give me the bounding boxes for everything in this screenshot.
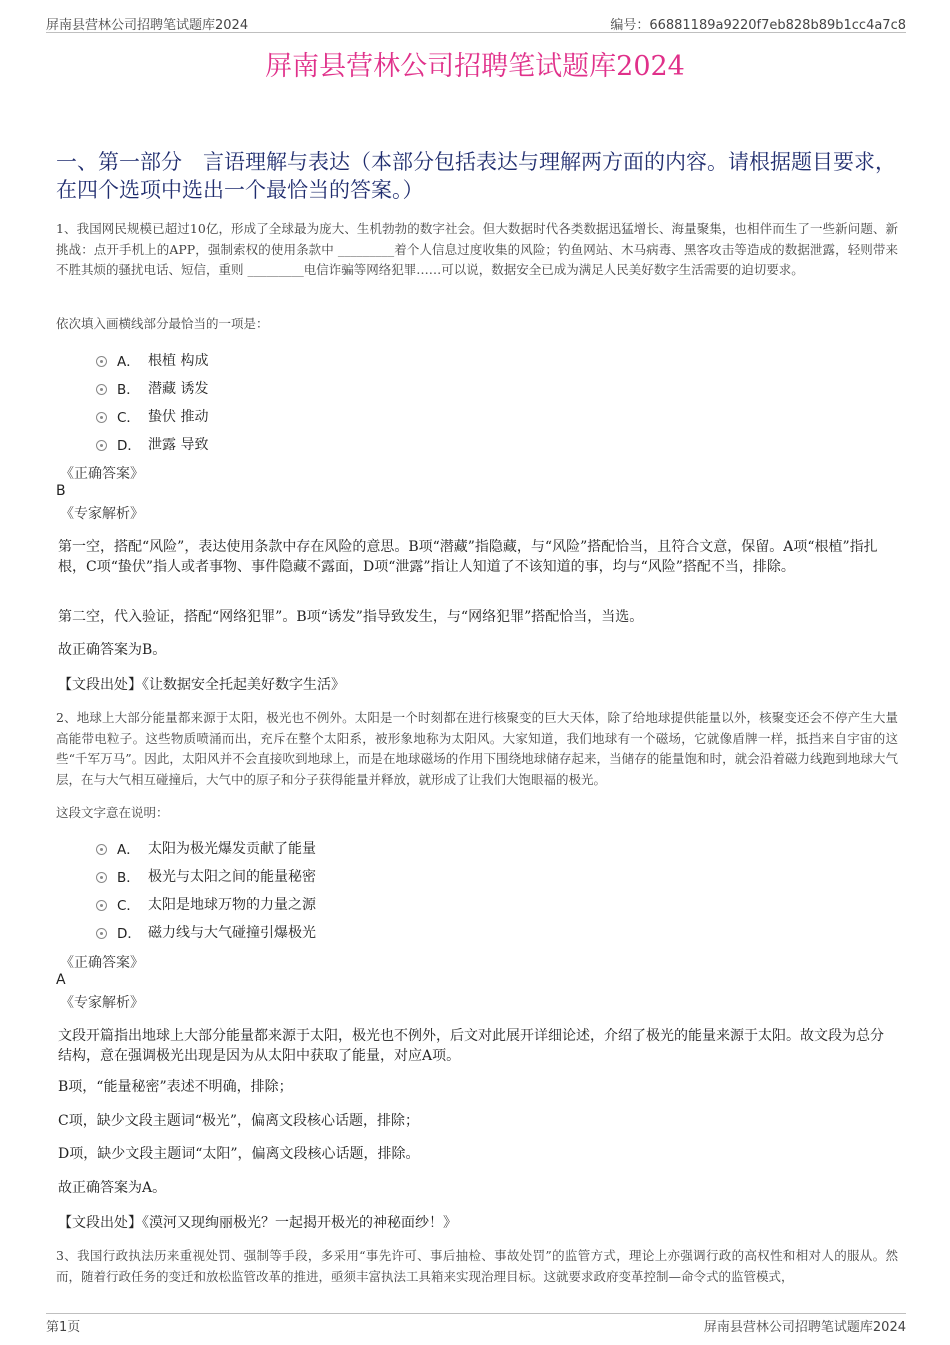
question-2-source: 【文段出处】《漠河又现绚丽极光？一起揭开极光的神秘面纱！》 <box>58 1215 457 1231</box>
question-2-analysis-5: 故正确答案为A。 <box>58 1180 167 1196</box>
radio-icon[interactable] <box>96 412 107 423</box>
page-footer <box>46 1313 906 1335</box>
option-letter: C． <box>117 898 140 914</box>
radio-icon[interactable] <box>96 384 107 395</box>
question-2-stem: 2、地球上大部分能量都来源于太阳，极光也不例外。太阳是一个时刻都在进行核聚变的巨大天体，除了给地球提供能量以外，核聚变还会不停产生大量高能带电粒子。这些物质喷涌而出，充斥在整个太阳系，被形象地称为太阳风。大家知道，我们地球有一个磁场，它就像盾牌一样，抵挡来自宇宙的这些“千军万马”。因此，太阳风并不会直接吹到地球上，而是在地球磁场的作用下围绕地球储存起来，当储存的能量饱和时，就会沿着磁力线跑到地球大气层，在与大气相互碰撞后，大气中的原子和分子获得能量并释放，就形成了让我们大饱眼福的极光。 <box>56 710 898 787</box>
option-text: 极光与太阳之间的能量秘密 <box>148 869 316 885</box>
analysis-label: 《专家解析》 <box>60 995 144 1011</box>
radio-icon[interactable] <box>96 356 107 367</box>
option-text: 泄露 导致 <box>148 437 209 453</box>
option-text: 磁力线与大气碰撞引爆极光 <box>148 925 316 941</box>
option-letter: C． <box>117 410 140 426</box>
option-text: 太阳是地球万物的力量之源 <box>148 897 316 913</box>
question-1-analysis-3: 故正确答案为B。 <box>58 642 167 658</box>
radio-icon[interactable] <box>96 900 107 911</box>
option-text: 太阳为极光爆发贡献了能量 <box>148 841 316 857</box>
question-1-analysis-2: 第二空，代入验证，搭配“网络犯罪”。B项“诱发”指导致发生，与“网络犯罪”搭配恰当，当选。 <box>58 609 644 625</box>
question-1-analysis-1: 第一空，搭配“风险”，表达使用条款中存在风险的意思。B项“潜藏”指隐藏，与“风险”搭配恰当，且符合文意，保留。A项“根植”指扎根，C项“蛰伏”指人或者事物、事件隐藏不露面，D项“泄露”指让人知道了不该知道的事，均与“风险”搭配不当，排除。 <box>58 539 878 575</box>
option-letter: A． <box>117 842 140 858</box>
option-letter: A． <box>117 354 140 370</box>
question-2-analysis-3: C项，缺少文段主题词“极光”，偏离文段核心话题，排除； <box>58 1113 420 1129</box>
answer-label: 《正确答案》 <box>60 466 144 482</box>
option-letter: B． <box>117 870 140 886</box>
radio-icon[interactable] <box>96 844 107 855</box>
question-1-answer: B <box>56 483 66 499</box>
option-letter: D． <box>117 926 141 942</box>
question-3-stem: 3、我国行政执法历来重视处罚、强制等手段，多采用“事先许可、事后抽检、事故处罚”的监管方式，理论上亦强调行政的高权性和相对人的服从。然而，随着行政任务的变迁和放松监管改革的推进，亟须丰富执法工具箱来实现治理目标。这就要求政府变革控制—命令式的监管模式， <box>56 1248 898 1284</box>
answer-label: 《正确答案》 <box>60 955 144 971</box>
footer-title: 屏南县营林公司招聘笔试题库2024 <box>703 1320 906 1335</box>
radio-icon[interactable] <box>96 440 107 451</box>
option-letter: B． <box>117 382 140 398</box>
header-left-title: 屏南县营林公司招聘笔试题库2024 <box>46 18 249 33</box>
question-1-stem: 1、我国网民规模已超过10亿，形成了全球最为庞大、生机勃勃的数字社会。但大数据时代各类数据迅猛增长、海量聚集，也相伴而生了一些新问题、新挑战：点开手机上的APP，强制索权的使用条款中 _________着个人信息过度收集的风险；钓鱼网站、木马病毒、黑客攻击等造成的数据泄露，轻则带来不胜其烦的骚扰电话、短信，重则 _________电信诈骗等网络犯罪……可以说，数据安全已成为满足人民美好数字生活需要的迫切要求。 <box>56 221 898 277</box>
option-text: 根植 构成 <box>148 353 209 369</box>
header-doc-id: 编号：66881189a9220f7eb828b89b1cc4a7c8 <box>610 18 906 33</box>
page-header <box>46 14 906 33</box>
radio-icon[interactable] <box>96 872 107 883</box>
question-2-analysis-2: B项，“能量秘密”表述不明确，排除； <box>58 1079 293 1095</box>
page-number: 第1页 <box>46 1320 81 1335</box>
question-1-prompt: 依次填入画横线部分最恰当的一项是： <box>56 316 269 331</box>
option-letter: D． <box>117 438 141 454</box>
option-text: 潜藏 诱发 <box>148 381 209 397</box>
question-1-source: 【文段出处】《让数据安全托起美好数字生活》 <box>58 677 345 693</box>
option-text: 蛰伏 推动 <box>148 409 209 425</box>
question-2-analysis-4: D项，缺少文段主题词“太阳”，偏离文段核心话题，排除。 <box>58 1146 420 1162</box>
question-2-prompt: 这段文字意在说明： <box>56 805 169 820</box>
radio-icon[interactable] <box>96 928 107 939</box>
analysis-label: 《专家解析》 <box>60 506 144 522</box>
question-2-answer: A <box>56 972 66 988</box>
document-title: 屏南县营林公司招聘笔试题库2024 <box>265 51 685 82</box>
question-2-analysis-1: 文段开篇指出地球上大部分能量都来源于太阳，极光也不例外，后文对此展开详细论述，介绍了极光的能量来源于太阳。故文段为总分结构，意在强调极光出现是因为从太阳中获取了能量，对应A项。 <box>58 1028 884 1064</box>
section-heading: 一、第一部分 言语理解与表达（本部分包括表达与理解两方面的内容。请根据题目要求，在四个选项中选出一个最恰当的答案。） <box>56 150 896 202</box>
